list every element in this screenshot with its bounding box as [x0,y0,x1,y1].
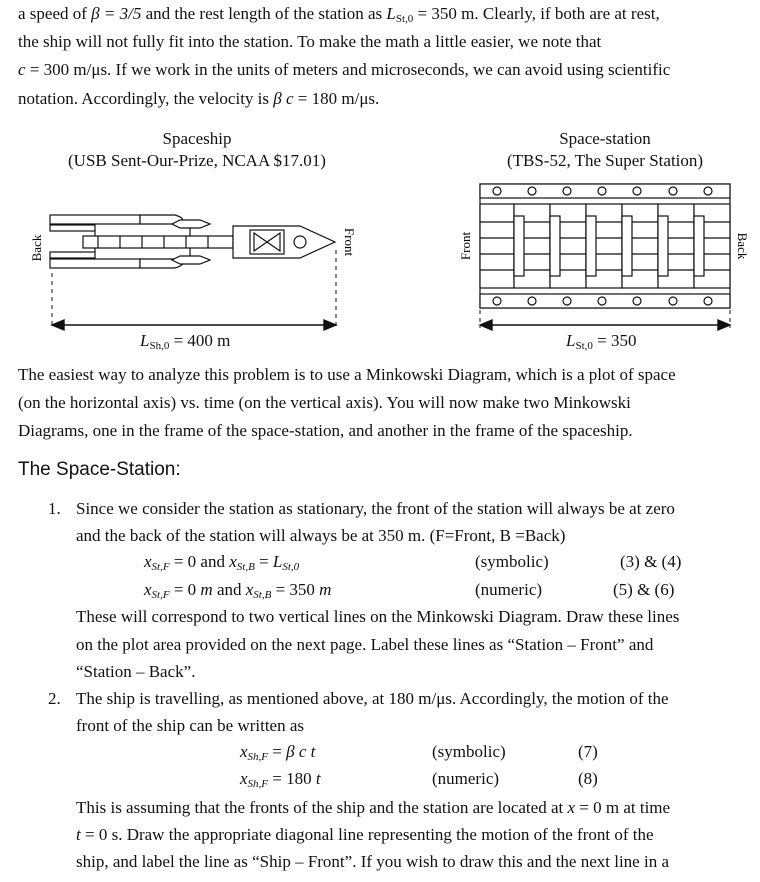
station-drawing [480,184,730,308]
item-1-line-3: These will correspond to two vertical lines on the Minkowski Diagram. Draw these lines [76,607,680,626]
item-2-line-5: ship, and label the line as “Ship – Front”. If you wish to draw this and the next line in a [76,852,669,871]
item-1-line-5: “Station – Back”. [76,662,196,681]
ship-station-figure [0,178,760,358]
after-figure-line-2: (on the horizontal axis) vs. time (on the vertical axis). You will now make two Minkowski [18,393,631,412]
item-2-line-2: front of the ship can be written as [76,716,305,735]
item-2-line-4: t = 0 s. Draw the appropriate diagonal line representing the motion of the front of the [76,825,654,844]
item-1-equation-1-ref: (3) & (4) [620,552,682,571]
spaceship-drawing [50,215,335,268]
item-2-equation-1-ref: (7) [578,742,598,761]
station-length-label: $L_{St,0} = 350$ [566,331,637,352]
item-1-equation-2-ref: (5) & (6) [613,580,675,599]
ship-back-label: Back [29,234,44,262]
item-1-line-4: on the plot area provided on the next page. Label these lines as “Station – Front” and [76,635,654,654]
item-1-equation-1-kind: (symbolic) [475,552,549,571]
item-1-equation-2-kind: (numeric) [475,580,543,599]
item-2-equation-2: $x_{Sh,F} = 180$ t [240,769,321,790]
station-back-label: Back [735,232,750,260]
item-2-equation-1: $x_{Sh,F} = \beta$ c t [240,742,316,763]
item-2-equation-1-kind: (symbolic) [432,742,506,761]
item-1-equation-2: $x_{St,F} = 0$ m and $x_{St,B} = 350$ m [144,580,332,601]
section-heading: The Space-Station: [18,459,181,480]
intro-line-2: the ship will not fully fit into the station. To make the math a little easier, we note that [18,32,602,51]
item-2-line-1: The ship is travelling, as mentioned above, at 180 m/μs. Accordingly, the motion of the [76,689,669,708]
item-1-equation-1: $x_{St,F} = 0$ and $x_{St,B} = L_{St,0}$ [144,552,300,573]
ship-length-label: $L_{Sh,0} = 400$ m [140,331,231,352]
after-figure-line-1: The easiest way to analyze this problem is to use a Minkowski Diagram, which is a plot of space [18,365,676,384]
ship-front-label: Front [342,227,357,257]
intro-line-3: c = 300 m/μs. If we work in the units of meters and microseconds, we can avoid using scientific [18,60,671,79]
spaceship-title: Spaceship [162,129,232,148]
station-front-label: Front [458,231,473,261]
station-title: Space-station [559,129,651,148]
spaceship-subtitle: (USB Sent-Our-Prize, NCAA $17.01) [68,151,326,170]
after-figure-line-3: Diagrams, one in the frame of the space-station, and another in the frame of the spaceship. [18,421,633,440]
item-2-number: 2. [48,689,61,708]
item-2-equation-2-ref: (8) [578,769,598,788]
intro-line-1: a speed of β = 3/5 and the rest length of the station as $L_{St,0} = 350$ m. Clearly, if both are at rest, [18,4,660,25]
item-1-number: 1. [48,499,61,518]
item-2-equation-2-kind: (numeric) [432,769,500,788]
station-subtitle: (TBS-52, The Super Station) [506,151,704,170]
item-2-line-3: This is assuming that the fronts of the ship and the station are located at x = 0 m at time [76,798,671,817]
item-1-line-2: and the back of the station will always be at 350 m. (F=Front, B =Back) [76,526,566,545]
intro-line-4: notation. Accordingly, the velocity is β c = 180 m/μs. [18,89,380,108]
item-1-line-1: Since we consider the station as stationary, the front of the station will always be at zero [76,499,675,518]
